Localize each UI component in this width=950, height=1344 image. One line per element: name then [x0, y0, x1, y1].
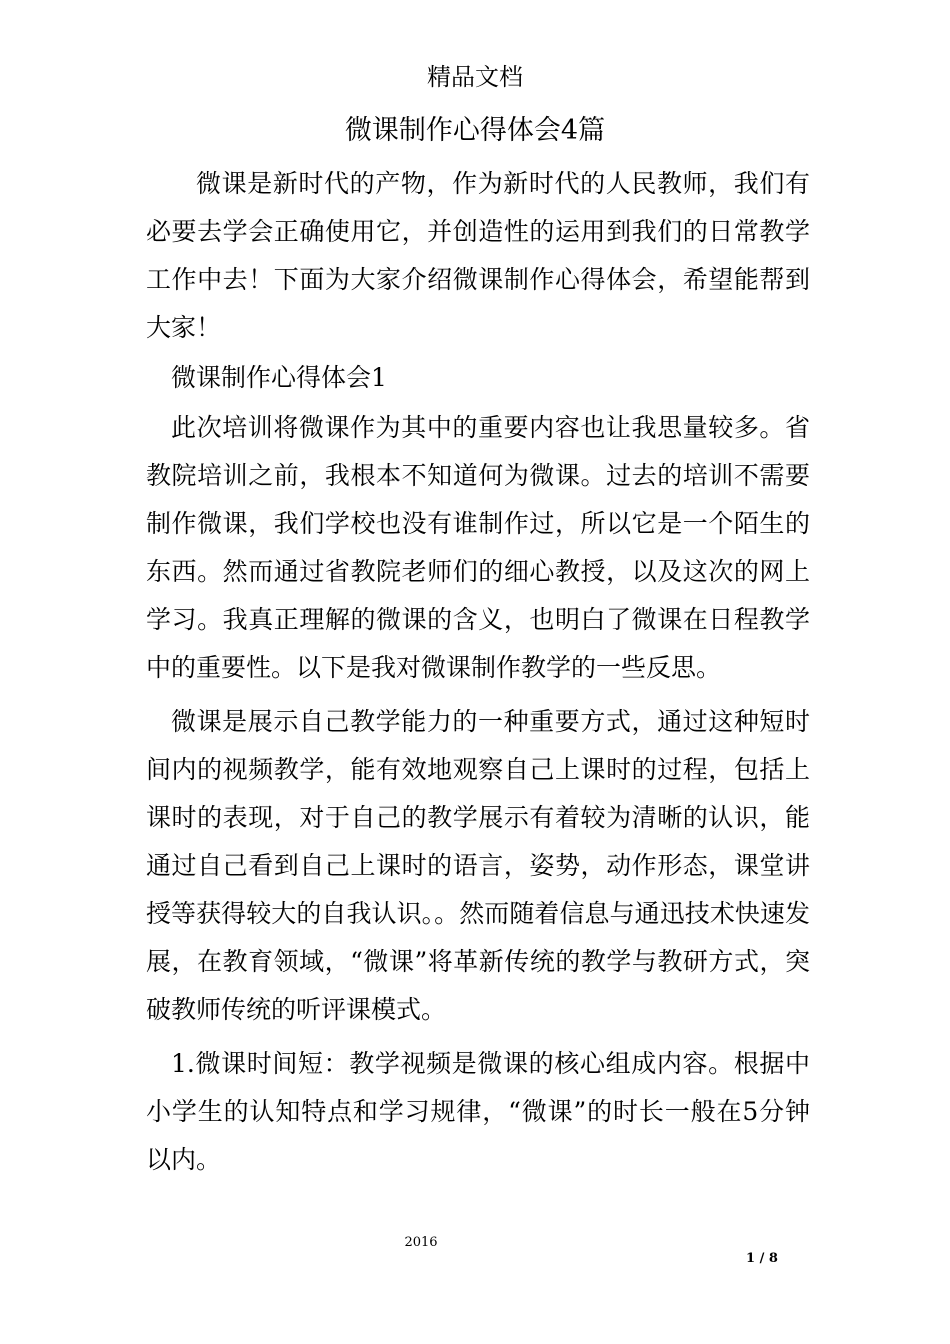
page-number: 1 / 8 [746, 1251, 778, 1266]
document-body [146, 160, 810, 1184]
body-paragraph: 微课是展示自己教学能力的一种重要方式，通过这种短时间内的视频教学，能有效地观察自己上课时的过程，包括上课时的表现，对于自己的教学展示有着较为清晰的认识，能通过自己看到自己上课时的语言，姿势，动作形态，课堂讲授等获得较大的自我认识。。然而随着信息与通迅技术快速发展，在教育领域，“微课”将革新传统的教学与教研方式，突破教师传统的听评课模式。 [146, 707, 810, 1024]
footer-year: 2016 [404, 1235, 438, 1250]
document-header: 精品文档 [427, 63, 523, 91]
document-title: 微课制作心得体会4篇 [344, 115, 606, 146]
section-heading: 微课制作心得体会1 [171, 363, 387, 392]
list-item-paragraph: 1.微课时间短：教学视频是微课的核心组成内容。根据中小学生的认知特点和学习规律，“微课”的时长一般在5分钟以内。 [146, 1049, 810, 1174]
body-paragraph: 此次培训将微课作为其中的重要内容也让我思量较多。省教院培训之前，我根本不知道何为微课。过去的培训不需要制作微课，我们学校也没有谁制作过，所以它是一个陌生的东西。然而通过省教院老师们的细心教授，以及这次的网上学习。我真正理解的微课的含义，也明白了微课在日程教学中的重要性。以下是我对微课制作教学的一些反思。 [146, 413, 810, 682]
intro-paragraph: 微课是新时代的产物，作为新时代的人民教师，我们有必要去学会正确使用它，并创造性的运用到我们的日常教学工作中去！下面为大家介绍微课制作心得体会，希望能帮到大家！ [146, 169, 810, 342]
